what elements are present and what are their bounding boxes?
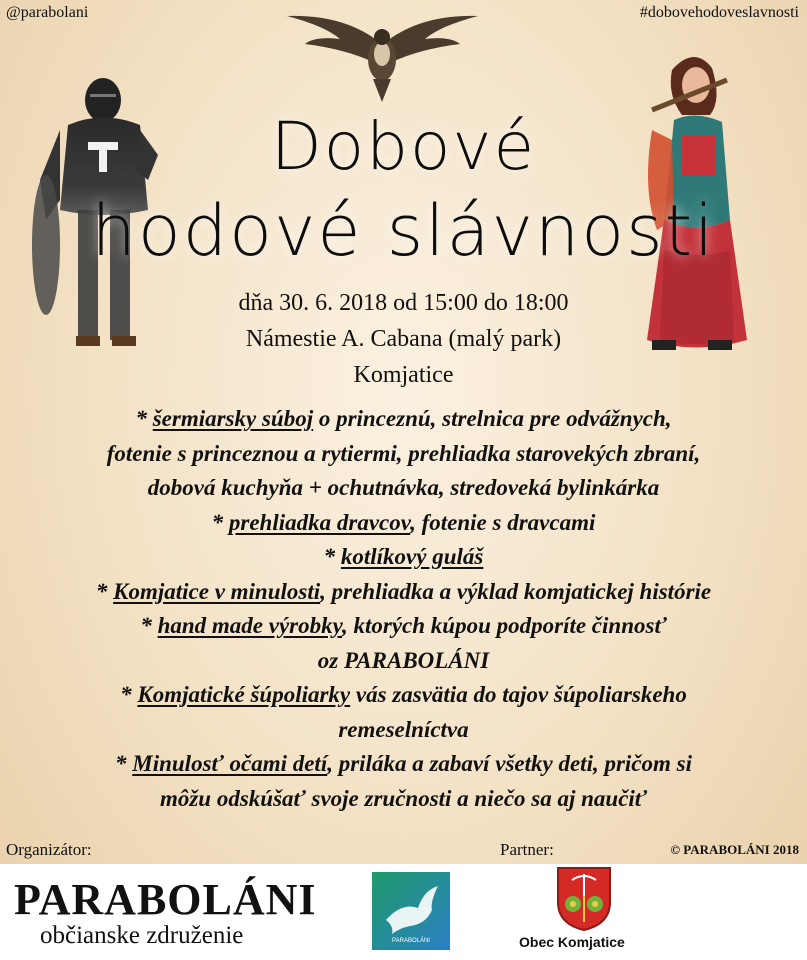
bullet: * [120, 682, 138, 707]
program-item-kids-cont: môžu odskúšať svoje zručnosti a niečo sa aj naučiť [159, 785, 648, 811]
bullet: * [95, 578, 114, 604]
bullet: * [140, 613, 158, 638]
program-item-supoliarky-cont: remeselníctva [338, 716, 469, 742]
dove-logo-icon [372, 872, 450, 950]
program-highlight: Minulosť očami detí [132, 751, 328, 776]
bullet: * [323, 544, 341, 569]
event-place: Námestie A. Cabana (malý park) [245, 326, 562, 352]
program-item-fencing-cont2: dobová kuchyňa + ochutnávka, stredoveká bylinkárka [147, 475, 660, 500]
program-item-fencing-cont: fotenie s princeznou a rytiermi, prehliadka starovekých zbraní, [106, 440, 701, 466]
program-highlight: kotlíkový guláš [340, 544, 484, 569]
falcon-bird [285, 4, 480, 104]
bullet: * [211, 509, 229, 535]
program-list [0, 402, 807, 816]
program-highlight: Komjatické šúpoliarky [137, 682, 351, 707]
event-date-time: dňa 30. 6. 2018 od 15:00 do 18:00 [238, 290, 569, 316]
bullet: * [115, 751, 133, 776]
hashtag: #dobovehodoveslavnosti [639, 4, 799, 21]
logo-text: PARABOLÁNI [392, 938, 430, 944]
partner-label: Partner: [500, 840, 554, 859]
program-item-raptors [0, 506, 807, 541]
footer-band [0, 864, 807, 960]
organizer-name: PARABOLÁNI [14, 875, 317, 924]
organizer-subtitle: občianske združenie [40, 922, 244, 949]
program-text: , ktorých kúpou podporíte činnosť [341, 613, 667, 638]
program-text: , fotenie s dravcami [410, 509, 596, 535]
event-title-line2: hodové slávnosti [91, 190, 716, 272]
copyright: © PARABOLÁNI 2018 [670, 842, 799, 857]
coat-of-arms-icon [556, 866, 612, 932]
program-item-fencing [0, 402, 807, 437]
organizer-label: Organizátor: [6, 840, 92, 859]
program-item-history [0, 575, 807, 610]
program-text: , prehliadka a výklad komjatickej histórie [320, 578, 712, 604]
bullet: * [135, 406, 153, 431]
partner-name: Obec Komjatice [519, 934, 625, 950]
program-highlight: Komjatice v minulosti [113, 578, 321, 604]
event-village: Komjatice [353, 362, 454, 388]
program-item-goulash [0, 540, 807, 575]
program-text: vás zasvätia do tajov šúpoliarskeho [350, 682, 687, 707]
program-item-handmade-cont: oz PARABOLÁNI [317, 647, 490, 673]
program-item-kids [0, 747, 807, 782]
program-item-supoliarky [0, 678, 807, 713]
program-text: o princeznú, strelnica pre odvážnych, [313, 406, 672, 431]
program-item-handmade [0, 609, 807, 644]
footer-labels [0, 840, 807, 862]
social-handle: @parabolani [6, 4, 89, 21]
program-highlight: prehliadka dravcov [228, 509, 411, 535]
program-text: , priláka a zabaví všetky deti, pričom si [327, 751, 692, 776]
program-highlight: hand made výrobky [157, 613, 342, 638]
program-highlight: šermiarsky súboj [152, 406, 314, 431]
event-title-line1: Dobové [270, 108, 537, 185]
